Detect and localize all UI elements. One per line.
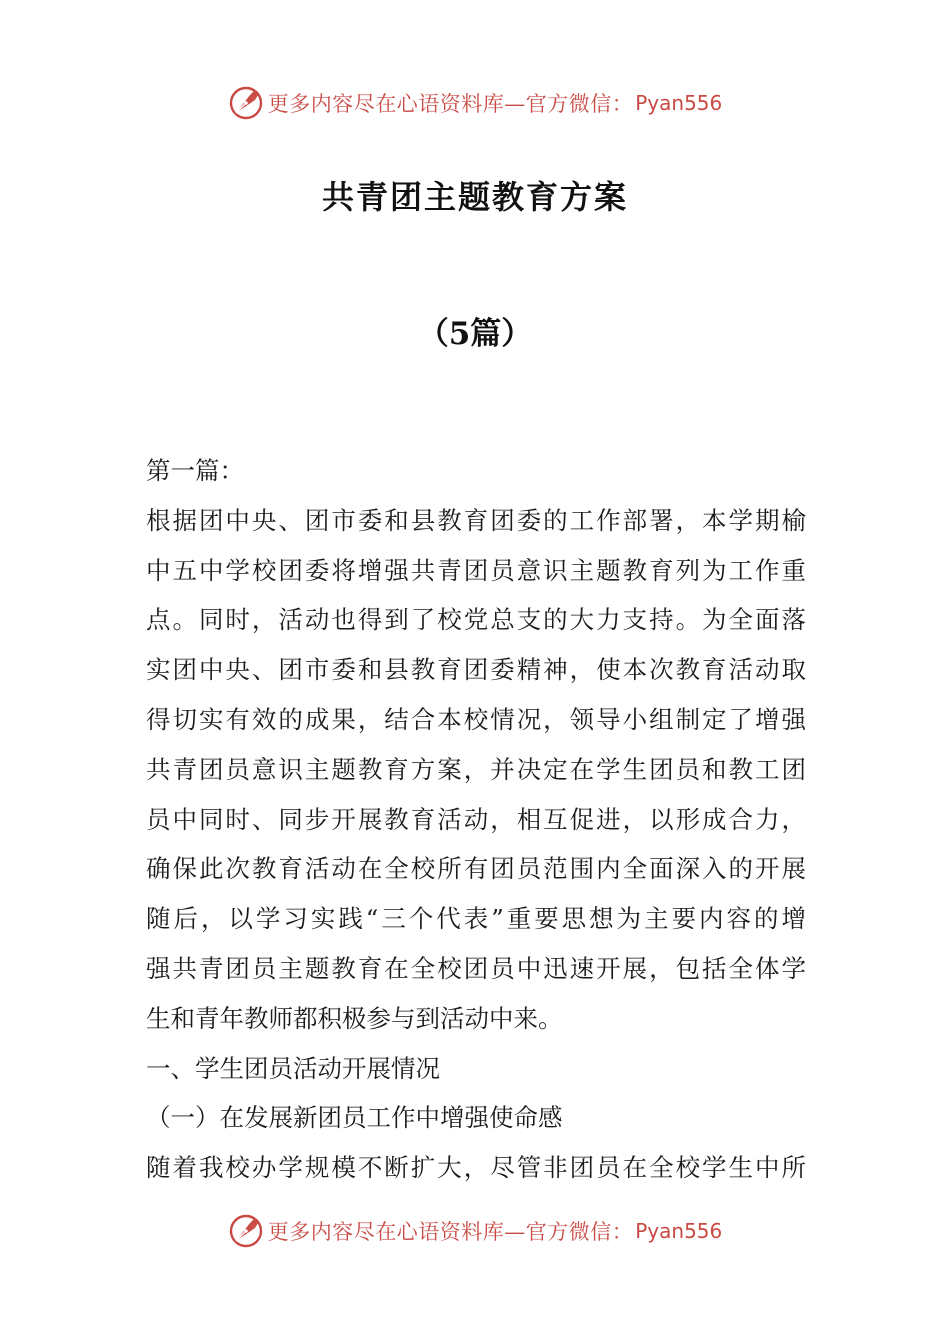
paragraph-line: 共青团员意识主题教育方案，并决定在学生团员和教工团: [146, 754, 806, 784]
header-banner: [0, 81, 950, 125]
subsection-heading: （一）在发展新团员工作中增强使命感: [146, 1103, 563, 1133]
paragraph-line: 强共青团员主题教育在全校团员中迅速开展，包括全体学: [146, 953, 806, 983]
section-heading: 一、学生团员活动开展情况: [146, 1053, 440, 1083]
wechat-id: Pyan556: [635, 91, 723, 115]
wechat-id: Pyan556: [635, 1219, 723, 1243]
document-subtitle: （5篇）: [417, 316, 533, 352]
paragraph-line: 根据团中央、团市委和县教育团委的工作部署，本学期榆: [146, 505, 806, 535]
document-title: 共青团主题教育方案: [321, 178, 628, 216]
paragraph-line: 点。同时，活动也得到了校党总支的大力支持。为全面落: [146, 605, 806, 635]
banner-text: 更多内容尽在心语资料库—官方微信：: [267, 1220, 634, 1244]
paragraph-line: 得切实有效的成果，结合本校情况，领导小组制定了增强: [146, 704, 806, 734]
paragraph-line: 生和青年教师都积极参与到活动中来。: [146, 1003, 563, 1033]
footer-banner: [0, 1209, 950, 1253]
pen-nib-logo-icon: [228, 85, 264, 121]
document-body: [146, 446, 806, 1193]
banner-text: 更多内容尽在心语资料库—官方微信：: [267, 92, 634, 116]
paragraph-line: 实团中央、团市委和县教育团委精神，使本次教育活动取: [146, 655, 806, 685]
paragraph-line: 随后，以学习实践“三个代表”重要思想为主要内容的增: [146, 904, 806, 934]
paragraph-line: 员中同时、同步开展教育活动，相互促进，以形成合力，: [146, 804, 806, 834]
pen-nib-logo-icon: [228, 1213, 264, 1249]
paragraph-line: 中五中学校团委将增强共青团员意识主题教育列为工作重: [146, 555, 806, 585]
paragraph-line: 随着我校办学规模不断扩大，尽管非团员在全校学生中所: [146, 1153, 806, 1183]
paragraph-line: 确保此次教育活动在全校所有团员范围内全面深入的开展: [146, 854, 806, 884]
section-heading: 第一篇：: [146, 456, 244, 485]
